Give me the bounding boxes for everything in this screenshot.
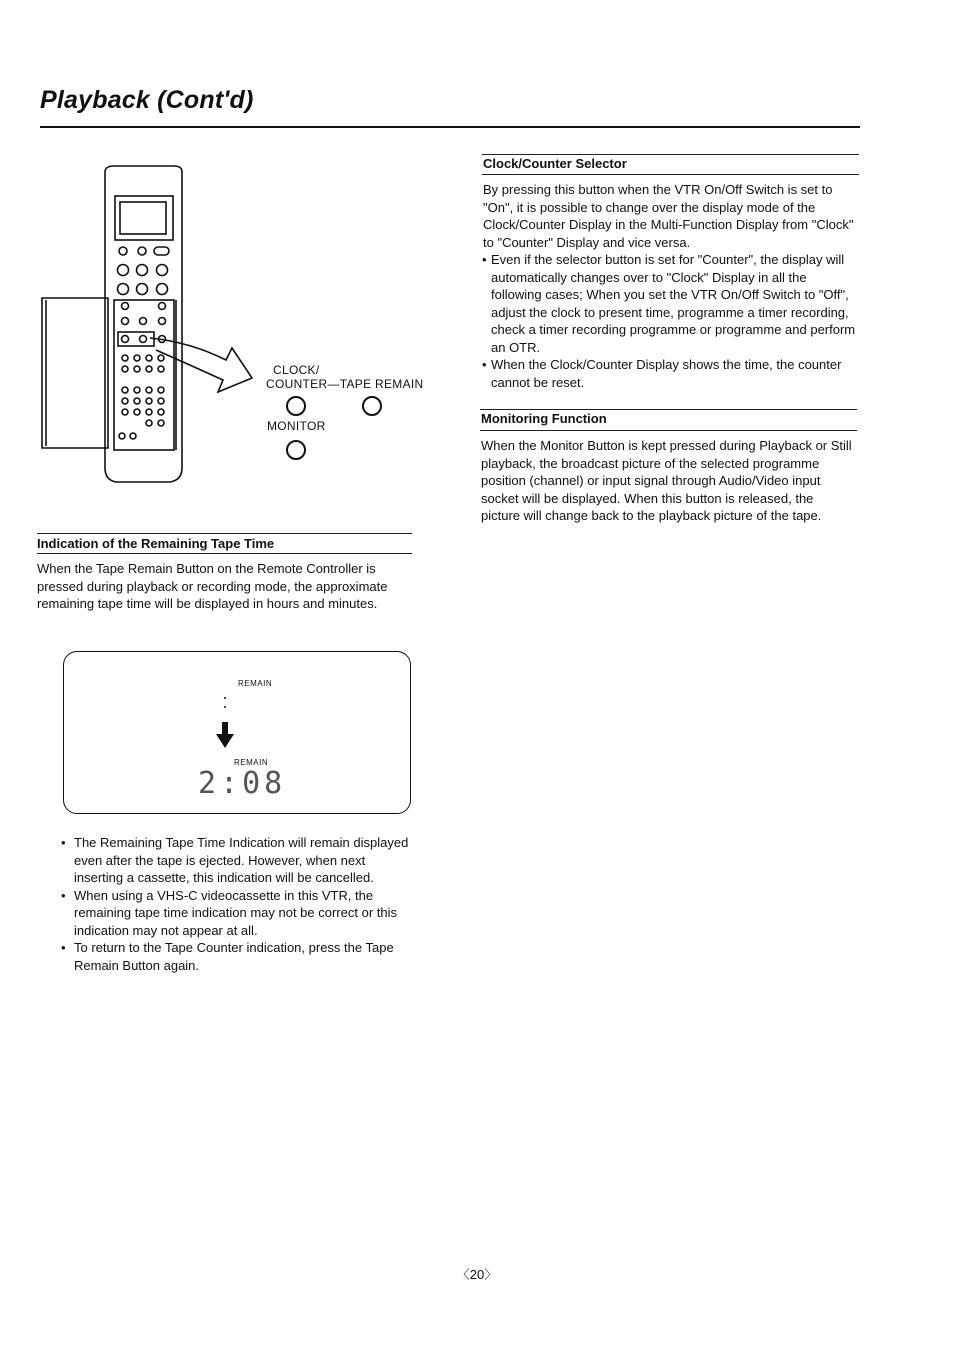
section-heading-remaining: Indication of the Remaining Tape Time: [37, 536, 275, 551]
notes-list: [61, 834, 411, 974]
section-rule: [480, 409, 857, 410]
section-rule: [37, 553, 412, 554]
label-counter-tape-remain: COUNTER—TAPE REMAIN: [266, 377, 424, 391]
page-number: 〈20〉: [456, 1267, 498, 1282]
note-item: • The Remaining Tape Time Indication will remain displayed even after the tape is ejected. However, when next inserting a cassette, this indication will be cancelled.: [61, 834, 411, 887]
section-heading-monitoring: Monitoring Function: [481, 411, 607, 426]
remaining-body: When the Tape Remain Button on the Remote Controller is pressed during playback or recording mode, the approximate remaining tape time will be displayed in hours and minutes.: [37, 561, 388, 611]
monitor-button[interactable]: [286, 440, 306, 460]
note-item: • To return to the Tape Counter indication, press the Tape Remain Button again.: [61, 939, 411, 974]
remote-control-illustration: [30, 160, 260, 490]
clock-counter-bullet: • When the Clock/Counter Display shows the time, the counter cannot be reset.: [482, 356, 856, 391]
remaining-time-readout: 2:08: [198, 766, 287, 801]
clock-counter-bullet: • Even if the selector button is set for "Counter", the display will automatically changes over to "Clock" Display in all the following cases; When you set the VTR On/Off Switch to "Off", adjust the clock to present time, programme a timer recording, check a timer recording programme or programme and perform an OTR.: [482, 251, 856, 356]
clock-counter-bullets: [482, 251, 856, 391]
note-item: • When using a VHS-C videocassette in this VTR, the remaining tape time indication may not be correct or this indication may not appear at all.: [61, 887, 411, 940]
clock-counter-body: By pressing this button when the VTR On/Off Switch is set to "On", it is possible to change over the display mode of the Clock/Counter Display in the Multi-Function Display from "Clock" to "Counter" Display and vice versa.: [483, 182, 854, 250]
section-rule: [482, 154, 859, 155]
label-clock: CLOCK/: [273, 363, 320, 377]
down-arrow-icon: [214, 694, 236, 752]
section-heading-clock-counter: Clock/Counter Selector: [483, 156, 627, 171]
remain-label-bottom: REMAIN: [234, 758, 269, 767]
clock-counter-button[interactable]: [286, 396, 306, 416]
section-rule: [482, 174, 859, 175]
display-box: [63, 651, 411, 814]
monitoring-body: When the Monitor Button is kept pressed during Playback or Still playback, the broadcast picture of the selected programme position (channel) or input signal through Audio/Video input socket will be displayed. When this button is released, the picture will change back to the playback picture of the tape.: [481, 438, 852, 523]
section-rule: [480, 430, 857, 431]
page-title: Playback (Cont'd): [40, 86, 254, 114]
title-rule: [40, 126, 860, 128]
tape-remain-button[interactable]: [362, 396, 382, 416]
label-monitor: MONITOR: [267, 419, 326, 433]
remain-label-top: REMAIN: [238, 679, 273, 688]
section-rule: [37, 533, 412, 534]
